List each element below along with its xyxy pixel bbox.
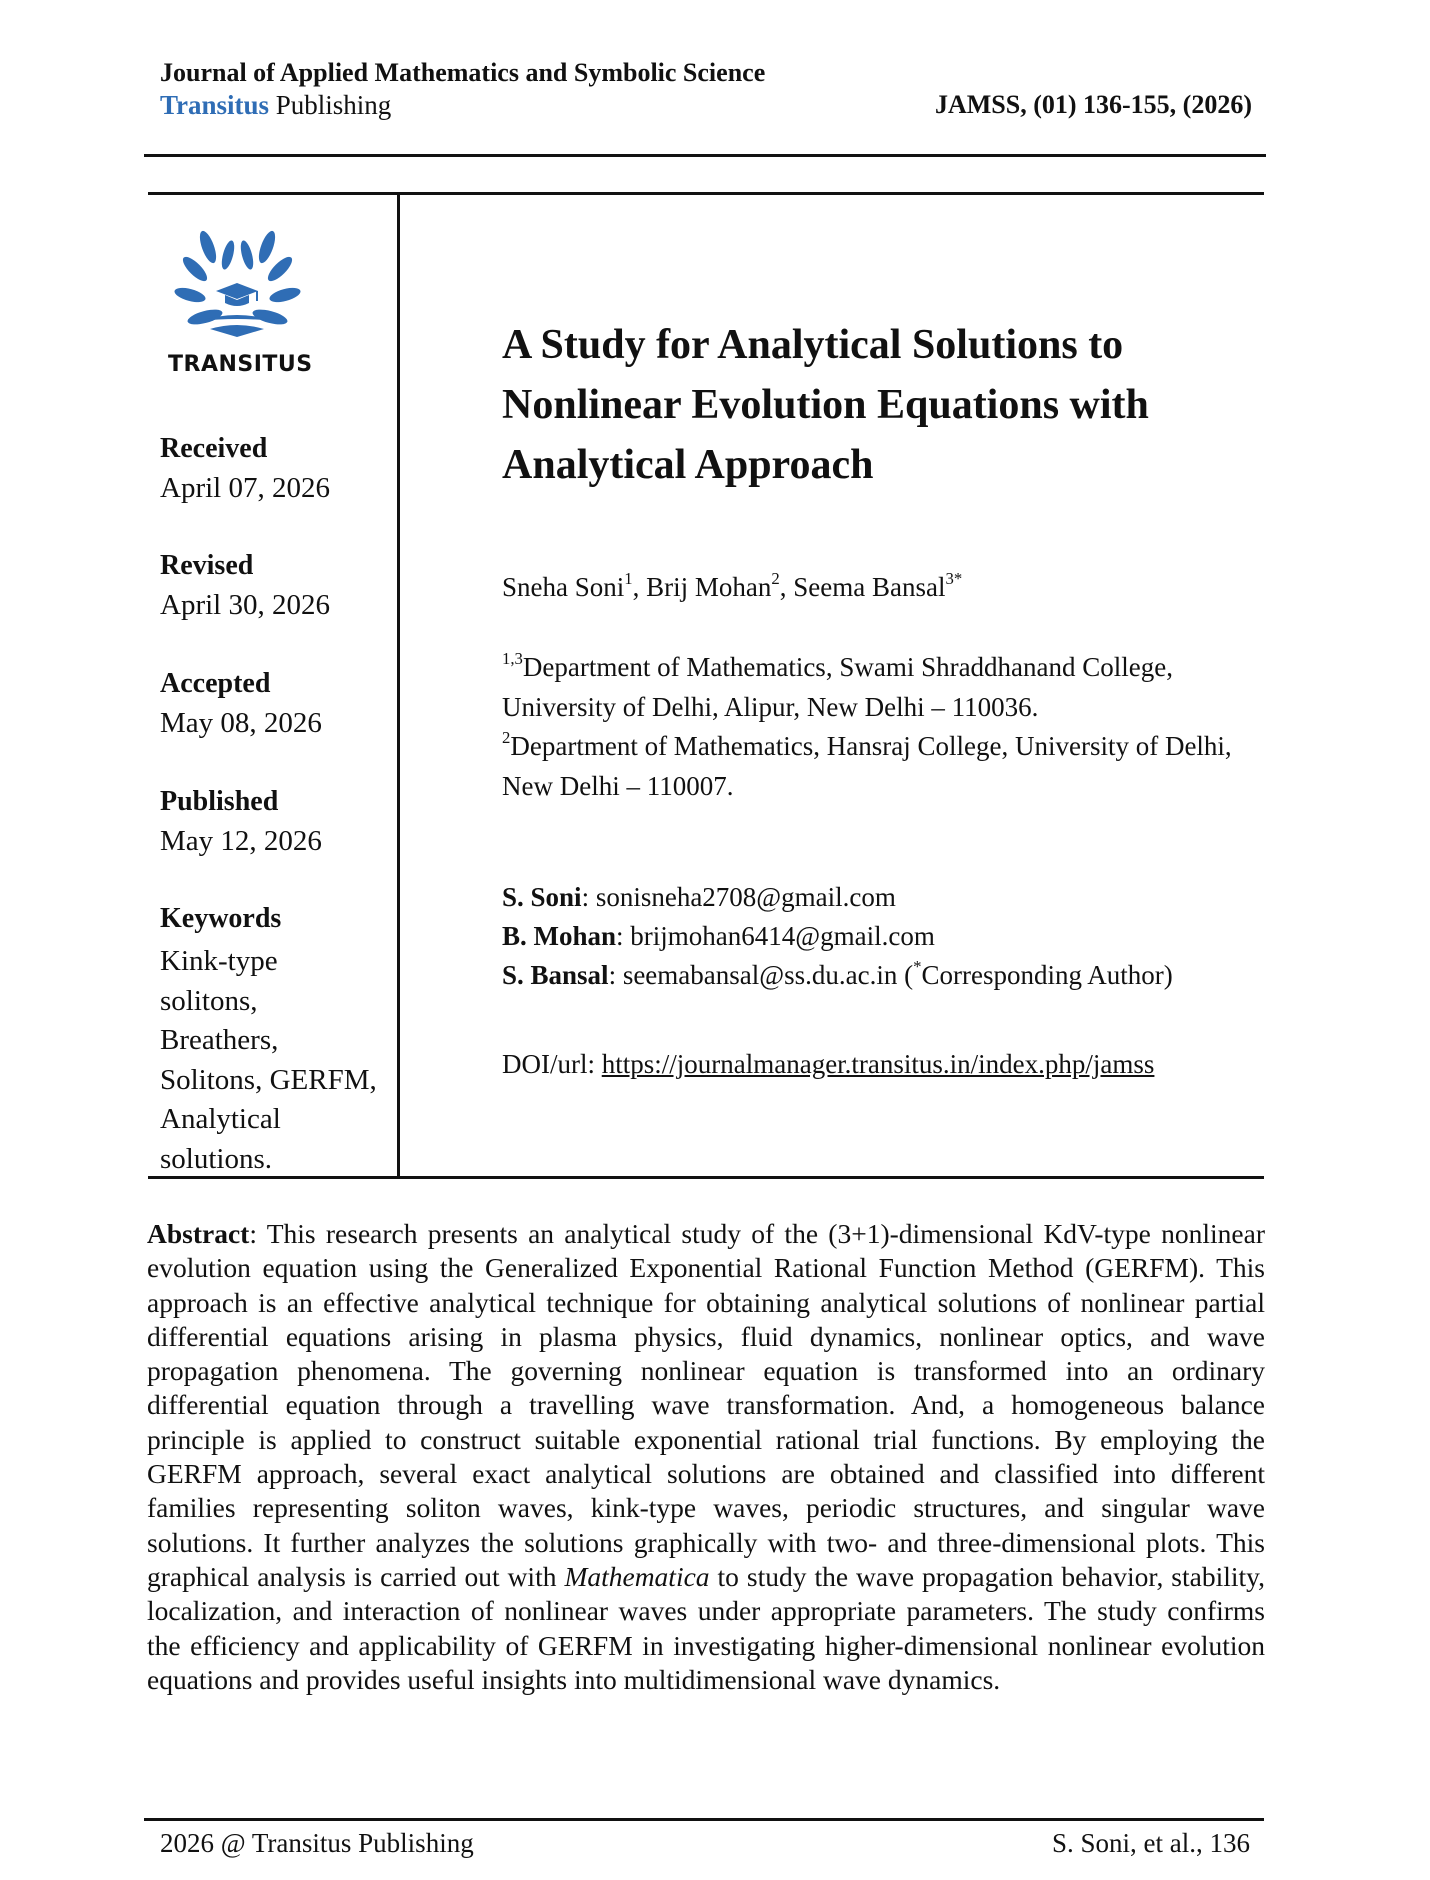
author-affil-mark: 3* [945,569,963,589]
contact-line [502,921,935,952]
keywords-label: Keywords [160,903,282,934]
publisher-suffix: Publishing [275,90,392,120]
abstract-italic: Mathematica [564,1560,710,1592]
footer-copyright: 2026 @ Transitus Publishing [160,1828,474,1858]
title-line: Nonlinear Evolution Equations with [502,382,1149,428]
title-line: A Study for Analytical Solutions to [502,322,1124,368]
abstract-text: : This research presents an analytical study of the (3+1)-dimensional KdV-type nonlinear evolution equation using the Generalized Exponential Rational Function Method (GERFM). This approach is an effective analytical technique for obtaining analytical solutions of nonlinear partial differential equations arising in plasma physics, fluid dynamics, nonlinear optics, and wave propagation phenomena. The governing nonlinear equation is transformed into an ordinary differential equation through a travelling wave transformation. And, a homogeneous balance principle is applied to construct suitable exponential rational trial functions. By employing the GERFM approach, several exact analytical solutions are obtained and classified into different families representing soliton waves, kink-type waves, periodic structures, and singular wave solutions. It further analyzes the solutions graphically with two- and three-dimensional plots. This graphical analysis is carried out with [147,1218,1265,1592]
published-date: May 12, 2026 [160,825,322,857]
accepted-date: May 08, 2026 [160,707,322,739]
logo-wordmark: TRANSITUS [168,352,313,377]
footer-rule [144,1818,1264,1821]
author-name: Sneha Soni [502,572,625,602]
abstract [147,1217,1265,1697]
affiliation [502,727,1262,806]
keyword-line: Analytical [160,1103,281,1135]
info-box-top-rule [148,192,1264,195]
contact-line [502,957,1173,991]
affiliation-text: Department of Mathematics, Hansraj College, University of Delhi, New Delhi – 110007. [502,731,1232,801]
paper-title [502,315,1262,495]
keyword-line: Breathers, [160,1024,279,1056]
accepted-label: Accepted [160,668,271,699]
keywords-list [160,942,400,1179]
contact-line [502,882,896,913]
keyword-line: Solitons, GERFM, [160,1063,377,1096]
abstract-label: Abstract [147,1218,250,1249]
affiliation-mark: 2 [502,728,511,748]
affiliations [502,648,1262,806]
revised-label: Revised [160,550,254,581]
publisher-line [160,90,391,121]
header-rule [144,154,1266,157]
doi-line [502,1049,1154,1080]
author-separator: , [779,572,794,602]
journal-name: Journal of Applied Mathematics and Symbolic Science [160,58,766,87]
title-line: Analytical Approach [502,442,874,488]
contact-email[interactable]: : sonisneha2708@gmail.com [581,882,896,912]
keyword-line: solutions. [160,1142,272,1175]
affiliation-text: Department of Mathematics, Swami Shraddhanand College, University of Delhi, Alipur, New Delhi – 110036. [502,652,1174,722]
affiliation [502,648,1262,727]
contact-email[interactable]: : brijmohan6414@gmail.com [616,921,935,951]
keyword-line: Kink-type [160,945,278,977]
received-date: April 07, 2026 [160,472,330,504]
contact-email[interactable]: : seemabansal@ss.du.ac.in ( [608,960,914,990]
doi-label: DOI/url: [502,1049,602,1079]
contact-name: B. Mohan [502,921,617,951]
author-name: Seema Bansal [793,572,946,602]
author-list [502,569,963,603]
contact-name: S. Soni [502,882,582,912]
abstract-text-continued: to study the wave propagation behavior, stability, localization, and interaction of nonlinear waves under appropriate parameters. The study confirms the efficiency and applicability of GERFM in investigating higher-dimensional nonlinear evolution equations and provides useful insights into multidimensional wave dynamics. [147,1560,1265,1695]
journal-citation: JAMSS, (01) 136-155, (2026) [934,90,1252,119]
doi-link[interactable]: https://journalmanager.transitus.in/index.php/jamss [601,1049,1155,1079]
contact-name: S. Bansal [502,960,609,990]
corresponding-mark: * [913,957,922,977]
footer-page-ref: S. Soni, et al., 136 [1051,1828,1250,1858]
author-affil-mark: 1 [624,569,633,589]
author-name: Brij Mohan [646,572,772,602]
keyword-line: solitons, [160,984,258,1017]
published-label: Published [160,786,279,817]
received-label: Received [160,433,268,464]
revised-date: April 30, 2026 [160,589,330,621]
author-affil-mark: 2 [771,569,780,589]
publisher-brand: Transitus [160,90,270,120]
laurel-graduation-cap-icon [170,225,305,345]
affiliation-mark: 1,3 [502,649,523,669]
author-separator: , [632,572,647,602]
corresponding-note: Corresponding Author) [921,960,1173,990]
